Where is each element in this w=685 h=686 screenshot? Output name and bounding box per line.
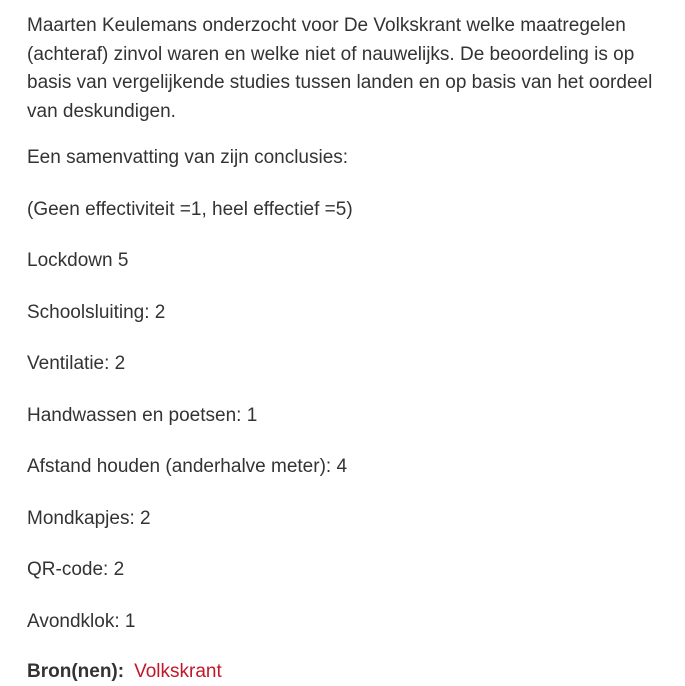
scale-note: (Geen effectiviteit =1, heel effectief =5) — [27, 198, 353, 220]
measure-avondklok: Avondklok: 1 — [27, 610, 136, 632]
measure-qr-code: QR-code: 2 — [27, 559, 125, 580]
measure-lockdown: Lockdown 5 — [27, 250, 129, 271]
measure-mondkapjes: Mondkapjes: 2 — [27, 507, 151, 529]
measure-ventilatie: Ventilatie: 2 — [27, 353, 126, 374]
source-link-volkskrant[interactable]: Volkskrant — [134, 660, 222, 682]
source-label: Bron(nen): — [27, 660, 125, 682]
summary-heading: Een samenvatting van zijn conclusies: — [27, 147, 349, 168]
measure-afstand-houden: Afstand houden (anderhalve meter): 4 — [27, 456, 348, 477]
measure-schoolsluiting: Schoolsluiting: 2 — [27, 301, 166, 323]
source-line — [27, 658, 671, 686]
intro-paragraph: Maarten Keulemans onderzocht voor De Volkskrant welke maatregelen (achteraf) zinvol waren en welke niet of nauwelijks. De beoordeling is op basis van vergelijkende studies tussen landen en op basis van het oordeel van deskundigen. — [27, 15, 653, 122]
measure-handwassen: Handwassen en poetsen: 1 — [27, 404, 258, 426]
